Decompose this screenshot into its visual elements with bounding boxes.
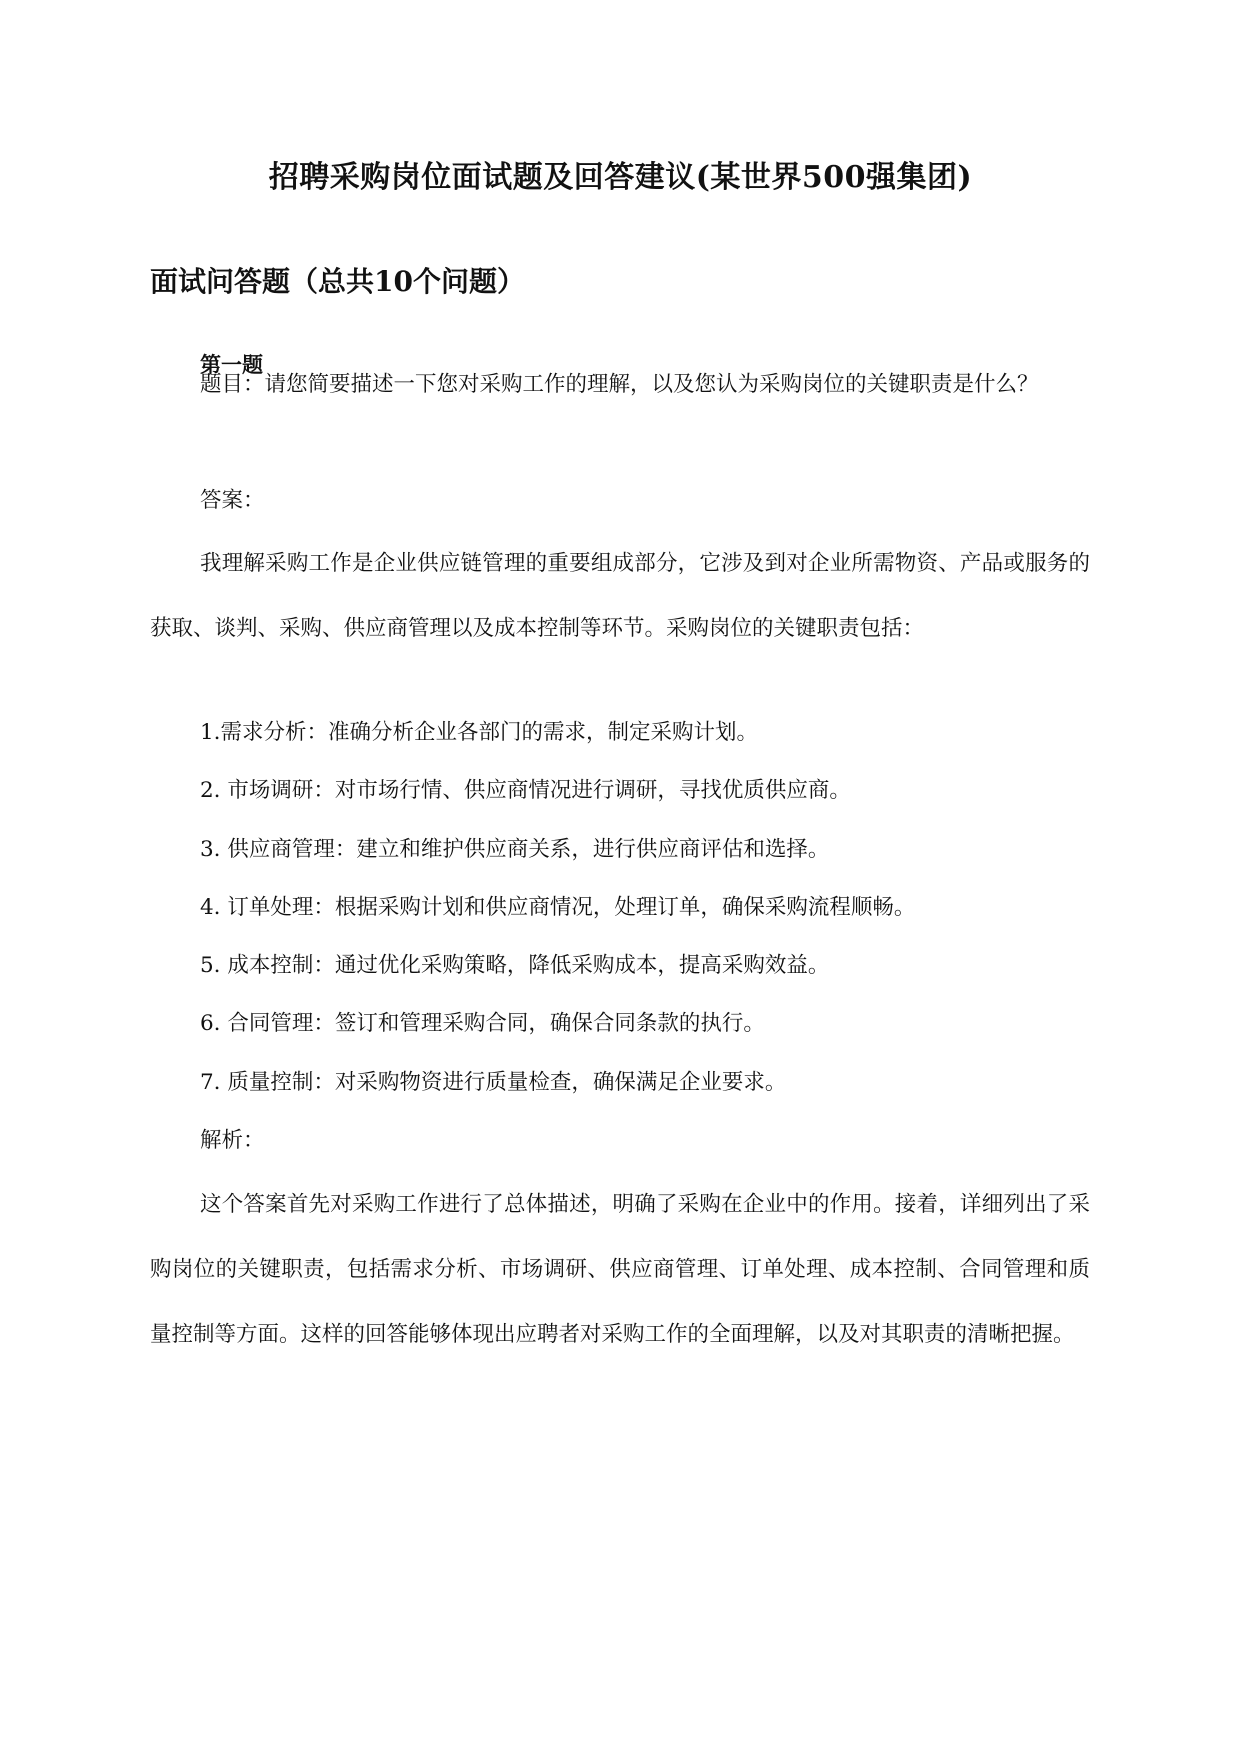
duty-item-7: 7. 质量控制：对采购物资进行质量检查，确保满足企业要求。: [200, 1070, 787, 1095]
duty-item-2: 2. 市场调研：对市场行情、供应商情况进行调研，寻找优质供应商。: [200, 778, 851, 803]
analysis-label: 解析：: [200, 1128, 265, 1153]
duty-item-4: 4. 订单处理：根据采购计划和供应商情况，处理订单，确保采购流程顺畅。: [200, 895, 916, 920]
question-prompt: 题目：请您简要描述一下您对采购工作的理解，以及您认为采购岗位的关键职责是什么？: [200, 372, 1039, 397]
answer-label: 答案：: [200, 488, 265, 513]
duty-item-5: 5. 成本控制：通过优化采购策略，降低采购成本，提高采购效益。: [200, 953, 830, 978]
section-heading: 面试问答题（总共10个问题）: [150, 265, 525, 298]
analysis-text: 这个答案首先对采购工作进行了总体描述，明确了采购在企业中的作用。接着，详细列出了采购岗位的关键职责，包括需求分析、市场调研、供应商管理、订单处理、成本控制、合同管理和质量控制等方面。这样的回答能够体现出应聘者对采购工作的全面理解，以及对其职责的清晰把握。: [150, 1192, 1090, 1347]
question-heading: 第一题: [200, 352, 263, 377]
answer-intro: 我理解采购工作是企业供应链管理的重要组成部分，它涉及到对企业所需物资、产品或服务的获取、谈判、采购、供应商管理以及成本控制等环节。采购岗位的关键职责包括：: [150, 551, 1090, 641]
duty-item-3: 3. 供应商管理：建立和维护供应商关系，进行供应商评估和选择。: [200, 837, 830, 862]
document-title: 招聘采购岗位面试题及回答建议(某世界500强集团): [268, 160, 973, 195]
duty-item-6: 6. 合同管理：签订和管理采购合同，确保合同条款的执行。: [200, 1011, 765, 1036]
duty-item-1: 1.需求分析：准确分析企业各部门的需求，制定采购计划。: [200, 720, 759, 745]
